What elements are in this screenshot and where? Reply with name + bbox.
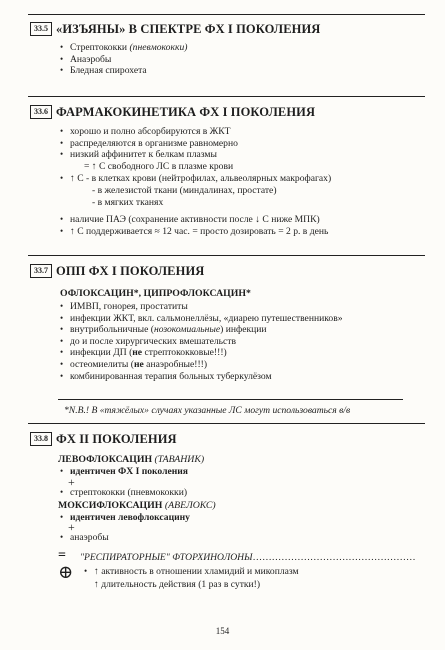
- list-item: • идентичен ФХ I поколения: [60, 466, 188, 477]
- list-item: • низкий аффинитет к белкам плазмы: [60, 149, 217, 161]
- respiratory-label: "РЕСПИРАТОРНЫЕ" ФТОРХИНОЛОНЫ……………………………………………: [80, 552, 416, 563]
- list-item: • анаэробы: [60, 532, 109, 543]
- sub-line: = ↑ С свободного ЛС в плазме крови: [84, 161, 234, 172]
- sub-line: ↑ длительность действия (1 раз в сутки!): [94, 579, 261, 590]
- plus-sign: +: [68, 520, 75, 534]
- respiratory-list: [84, 566, 299, 578]
- sub-line: - в мягких тканях: [92, 197, 164, 208]
- section-header: [30, 21, 320, 37]
- list-item: • внутрибольничные (нозокомиальные) инфекции: [60, 324, 267, 336]
- list-item: • Стрептококки (пневмококки): [60, 42, 188, 53]
- section-rule: [28, 96, 425, 97]
- flaws-list: [60, 42, 187, 77]
- section-header: [30, 431, 177, 447]
- list-item: • ↑ С поддерживается ≈ 12 час. = просто дозировать = 2 р. в день: [60, 225, 329, 237]
- pharmacokinetics-list-2: [60, 173, 331, 185]
- section-title: ФАРМАКОКИНЕТИКА ФХ I ПОКОЛЕНИЯ: [56, 104, 316, 119]
- section-rule: [28, 255, 425, 256]
- list-item: • Анаэробы: [60, 53, 112, 65]
- levofloxacin-list: [60, 466, 188, 478]
- list-item: • комбинированная терапия больных туберкулёзом: [60, 370, 272, 382]
- moxifloxacin-list-2: [60, 532, 109, 544]
- drug-names: ОФЛОКСАЦИН*, ЦИПРОФЛОКСАЦИН*: [60, 288, 251, 299]
- drug-levofloxacin: ЛЕВОФЛОКСАЦИН (ТАВАНИК): [58, 454, 205, 465]
- section-number: 33.6: [30, 105, 52, 119]
- list-item: • наличие ПАЭ (сохранение активности после ↓ С ниже МПК): [60, 214, 320, 225]
- plus-sign: +: [68, 475, 75, 489]
- section-title: ФХ II ПОКОЛЕНИЯ: [56, 431, 177, 446]
- list-item: • инфекции ДП (не стрептококковые!!!): [60, 347, 227, 359]
- circle-plus-icon: ⊕: [58, 562, 74, 582]
- list-item: • стрептококки (пневмококки): [60, 487, 188, 498]
- levofloxacin-list-2: [60, 487, 187, 499]
- list-item: • идентичен левофлоксацину: [60, 512, 190, 523]
- note-rule: [58, 399, 403, 400]
- list-item: • ↑ активность в отношении хламидий и микоплазм: [84, 566, 299, 577]
- equals-sign: =: [58, 548, 66, 563]
- list-item: • Бледная спирохета: [60, 65, 147, 77]
- section-rule: [28, 423, 425, 424]
- sub-line: - в железистой ткани (миндалинах, простате): [92, 185, 277, 196]
- pharmacokinetics-list-3: [60, 214, 328, 237]
- section-number: 33.7: [30, 264, 52, 278]
- section-header: [30, 104, 315, 120]
- pharmacokinetics-list: [60, 126, 238, 161]
- section-title: «ИЗЪЯНЫ» В СПЕКТРЕ ФХ I ПОКОЛЕНИЯ: [56, 21, 321, 36]
- indications-list: [60, 301, 343, 382]
- list-item: • распределяются в организме равномерно: [60, 137, 238, 149]
- section-number: 33.5: [30, 22, 52, 36]
- list-item: • хорошо и полно абсорбируются в ЖКТ: [60, 126, 231, 137]
- list-item: • остеомиелиты (не анаэробные!!!): [60, 358, 208, 370]
- drug-moxifloxacin: МОКСИФЛОКСАЦИН (АВЕЛОКС): [58, 500, 216, 511]
- list-item: • до и после хирургических вмешательств: [60, 335, 237, 347]
- moxifloxacin-list: [60, 512, 190, 524]
- page-number: 154: [215, 626, 230, 636]
- section-header: [30, 263, 204, 279]
- footnote: *N.B.! В «тяжёлых» случаях указанные ЛС могут использоваться в/в: [64, 405, 351, 416]
- section-rule: [28, 14, 425, 15]
- list-item: • инфекции ЖКТ, вкл. сальмонеллёзы, «диарею путешественников»: [60, 312, 343, 324]
- section-title: ОПП ФХ I ПОКОЛЕНИЯ: [56, 263, 205, 278]
- list-item: • ИМВП, гонорея, простатиты: [60, 301, 188, 312]
- list-item: • ↑ С - в клетках крови (нейтрофилах, альвеолярных макрофагах): [60, 173, 332, 184]
- section-number: 33.8: [30, 432, 52, 446]
